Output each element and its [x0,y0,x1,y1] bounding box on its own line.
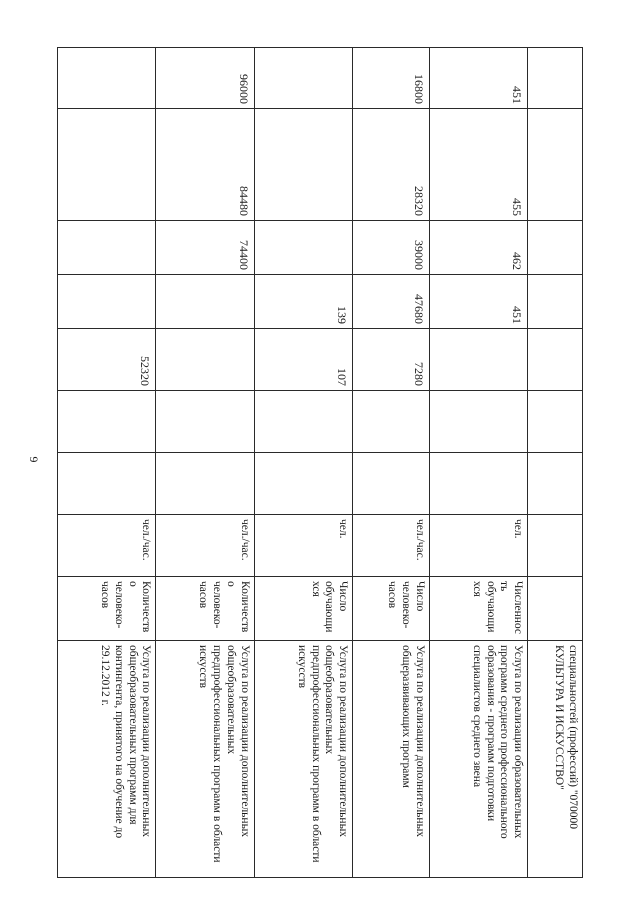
cell-value-6 [254,109,352,221]
table-row [156,48,254,878]
cell-value-7: 16800 [353,48,430,109]
cell-value-7 [254,48,352,109]
cell-value-1 [58,453,156,515]
table-row [429,48,527,878]
cell-indicator: Число человеко-часов [353,577,430,641]
cell-indicator [528,577,583,641]
cell-indicator: Количество человеко-часов [156,577,254,641]
cell-value-7: 96000 [156,48,254,109]
cell-value-5: 462 [429,221,527,275]
cell-indicator: Количество человеко-часов [58,577,156,641]
table-row [254,48,352,878]
cell-value-3 [429,329,527,391]
cell-value-3: 107 [254,329,352,391]
cell-value-6: 84480 [156,109,254,221]
cell-value-4: 451 [429,275,527,329]
cell-value-5: 39000 [353,221,430,275]
cell-service: специальностей (профессий) "070000 КУЛЬТУРА И ИСКУССТВО" [528,641,583,878]
table-row [528,48,583,878]
cell-value-1 [528,453,583,515]
cell-unit: чел. [254,515,352,577]
cell-value-2 [353,391,430,453]
cell-value-3 [528,329,583,391]
cell-value-3: 7280 [353,329,430,391]
cell-value-4 [58,275,156,329]
cell-value-7: 451 [429,48,527,109]
table-row [58,48,156,878]
cell-value-5 [528,221,583,275]
cell-indicator: Число обучающихся [254,577,352,641]
cell-value-5 [254,221,352,275]
cell-value-2 [528,391,583,453]
table-row [353,48,430,878]
cell-value-4 [528,275,583,329]
cell-value-4: 47680 [353,275,430,329]
cell-value-2 [254,391,352,453]
cell-value-2 [58,391,156,453]
cell-value-5 [58,221,156,275]
services-table [57,47,583,878]
rotated-table-container [57,47,583,877]
cell-value-4: 139 [254,275,352,329]
cell-value-4 [156,275,254,329]
cell-value-3: 52320 [58,329,156,391]
cell-unit: чел./час. [156,515,254,577]
cell-value-7 [58,48,156,109]
cell-value-1 [156,453,254,515]
cell-value-1 [353,453,430,515]
cell-value-6: 28320 [353,109,430,221]
cell-value-2 [156,391,254,453]
cell-value-1 [429,453,527,515]
cell-value-1 [254,453,352,515]
cell-value-7 [528,48,583,109]
cell-service: Услуга по реализации дополнительных общеобразовательных предпрофессиональных программ в области искусств [254,641,352,878]
cell-unit: чел. [429,515,527,577]
page-number: 6 [26,456,41,463]
cell-value-3 [156,329,254,391]
cell-value-5: 74400 [156,221,254,275]
cell-service: Услуга по реализации дополнительных общеразвивающих программ [353,641,430,878]
cell-unit: чел./час. [58,515,156,577]
cell-value-6 [58,109,156,221]
cell-unit [528,515,583,577]
cell-value-2 [429,391,527,453]
cell-service: Услуга по реализации дополнительных общеобразовательных предпрофессиональных программ в области искусств [156,641,254,878]
cell-value-6 [528,109,583,221]
cell-unit: чел./час. [353,515,430,577]
cell-service: Услуга по реализации дополнительных общеобразовательных программ для контингента, принятого на обучение до 29.12.2012 г. [58,641,156,878]
cell-indicator: Численность обучающихся [429,577,527,641]
cell-service: Услуга по реализации образовательных программ среднего профессионального образования - программ подготовки специалистов среднего звена [429,641,527,878]
cell-value-6: 455 [429,109,527,221]
